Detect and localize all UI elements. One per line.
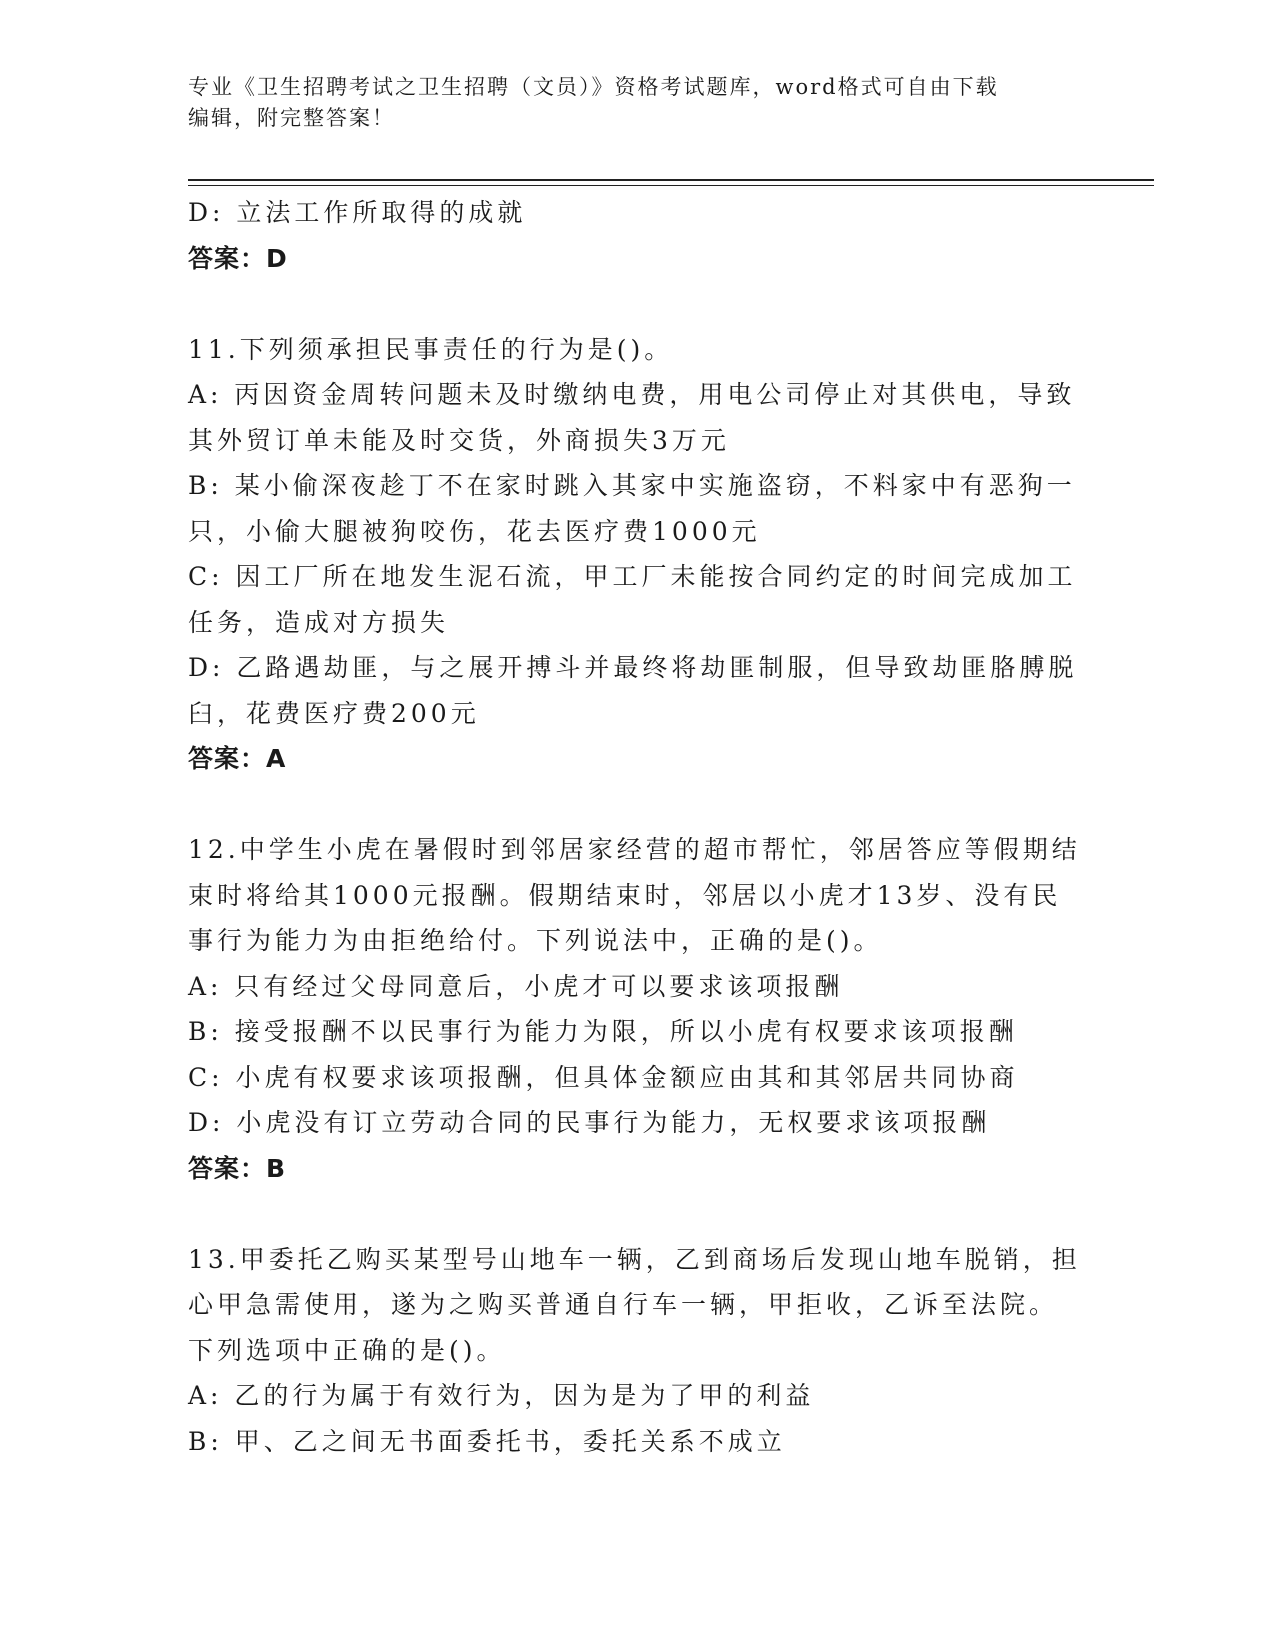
q13-stem-line1: 13.甲委托乙购买某型号山地车一辆，乙到商场后发现山地车脱销，担: [188, 1244, 1081, 1274]
q12-option-d: D: 小虎没有订立劳动合同的民事行为能力，无权要求该项报酬: [188, 1108, 991, 1137]
q13-option-a: A: 乙的行为属于有效行为，因为是为了甲的利益: [188, 1381, 815, 1410]
q11-option-d-line2: 臼，花费医疗费200元: [188, 698, 480, 728]
q11-stem: 11.下列须承担民事责任的行为是()。: [188, 334, 674, 364]
header-divider-thin: [188, 185, 1154, 186]
q12-option-b: B: 接受报酬不以民事行为能力为限，所以小虎有权要求该项报酬: [188, 1017, 1018, 1046]
question-12: [188, 827, 1088, 1191]
q12-stem-line3: 事行为能力为由拒绝给付。下列说法中，正确的是()。: [188, 926, 883, 955]
spacer: [188, 1191, 1088, 1237]
prev-question-answer: 答案：D: [188, 243, 288, 273]
question-13: [188, 1237, 1088, 1465]
q12-stem-line2: 束时将给其1000元报酬。假期结束时，邻居以小虎才13岁、没有民: [188, 880, 1062, 910]
header-divider-thick: [188, 179, 1154, 181]
q13-stem-line3: 下列选项中正确的是()。: [188, 1335, 506, 1365]
q11-option-d-line1: D: 乙路遇劫匪，与之展开搏斗并最终将劫匪制服，但导致劫匪胳膊脱: [188, 653, 1078, 682]
q11-option-c-line1: C: 因工厂所在地发生泥石流，甲工厂未能按合同约定的时间完成加工: [188, 562, 1077, 591]
prev-question-option-d: D: 立法工作所取得的成就: [188, 198, 527, 227]
q12-answer: 答案：B: [188, 1153, 287, 1183]
q11-option-b-line2: 只，小偷大腿被狗咬伤，花去医疗费1000元: [188, 516, 761, 546]
question-11: [188, 327, 1088, 782]
q11-option-b-line1: B: 某小偷深夜趁丁不在家时跳入其家中实施盗窃，不料家中有恶狗一: [188, 471, 1076, 500]
header-line-1: 专业《卫生招聘考试之卫生招聘（文员）》资格考试题库，word格式可自由下载: [188, 75, 999, 99]
q12-option-c: C: 小虎有权要求该项报酬，但具体金额应由其和其邻居共同协商: [188, 1062, 1019, 1092]
q12-option-a: A: 只有经过父母同意后，小虎才可以要求该项报酬: [188, 971, 844, 1001]
document-header: [188, 72, 1088, 134]
spacer: [188, 281, 1088, 327]
q11-option-a-line2: 其外贸订单未能及时交货，外商损失3万元: [188, 425, 730, 455]
q13-stem-line2: 心甲急需使用，遂为之购买普通自行车一辆，甲拒收，乙诉至法院。: [188, 1290, 1059, 1319]
q11-option-c-line2: 任务，造成对方损失: [188, 607, 450, 637]
question-content: [188, 190, 1088, 1464]
spacer: [188, 782, 1088, 828]
header-line-2: 编辑，附完整答案！: [188, 106, 395, 130]
q11-answer: 答案：A: [188, 744, 287, 773]
q11-option-a-line1: A: 丙因资金周转问题未及时缴纳电费，用电公司停止对其供电，导致: [188, 380, 1076, 409]
q12-stem-line1: 12.中学生小虎在暑假时到邻居家经营的超市帮忙，邻居答应等假期结: [188, 835, 1081, 864]
q13-option-b: B: 甲、乙之间无书面委托书，委托关系不成立: [188, 1426, 786, 1456]
